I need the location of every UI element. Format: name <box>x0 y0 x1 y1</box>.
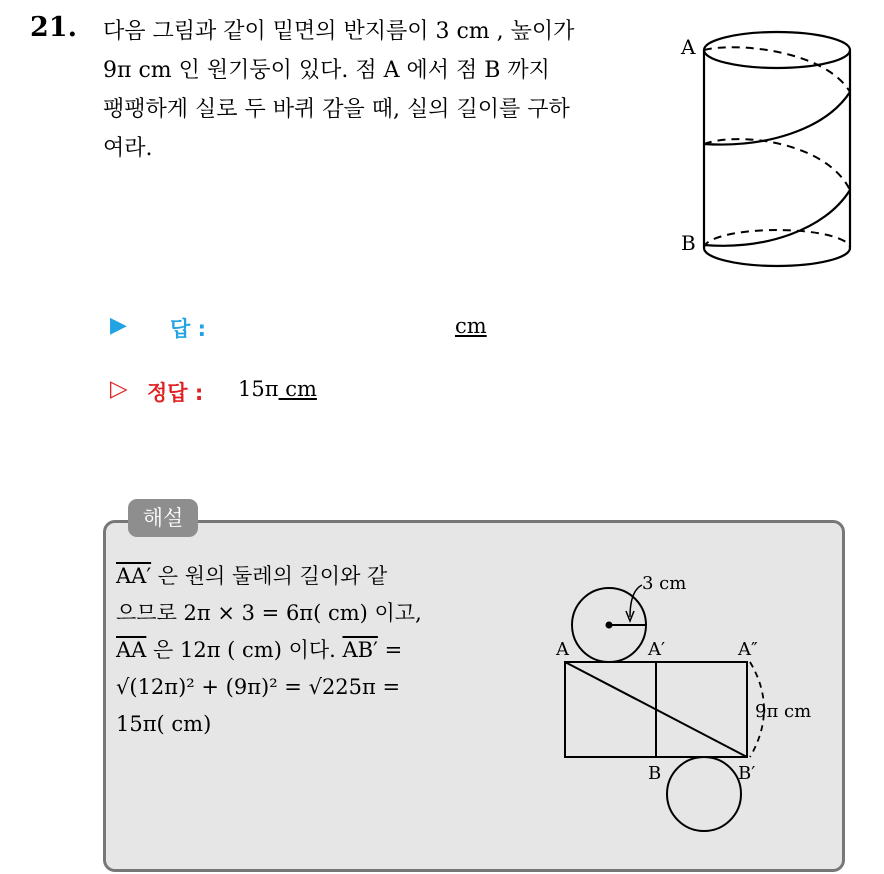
label-a-prime: A′ <box>648 639 666 660</box>
solution-line <box>116 669 526 706</box>
answer-arrow-icon: ▶ <box>110 313 127 338</box>
question-number: 21. <box>30 12 77 43</box>
cylinder-top-ellipse <box>704 32 850 68</box>
solution-text <box>116 558 526 743</box>
solution-fragment: 으므로 2π × 3 = 6π( cm) 이고, <box>116 601 422 625</box>
segment-ab-prime: AB′ <box>342 638 378 662</box>
solution-line <box>116 706 526 743</box>
question-line: 다음 그림과 같이 밑면의 반지름이 3 cm , 높이가 <box>103 19 575 44</box>
question-line: 여라. <box>103 136 153 161</box>
net-diagram <box>550 565 830 840</box>
answer-unit[interactable]: cm <box>455 314 487 338</box>
label-a: A <box>556 639 569 660</box>
bottom-base-circle <box>667 757 741 831</box>
helix-front-lower <box>704 190 850 246</box>
helix-back-upper <box>704 47 850 92</box>
segment-aa: $\overline{AA}$ <box>116 638 147 662</box>
correct-value <box>238 377 317 401</box>
radius-label: 3 cm <box>642 573 687 594</box>
question-line: 9π cm 인 원기둥이 있다. 점 A 에서 점 B 까지 <box>103 58 550 83</box>
point-a-label: A <box>681 35 696 59</box>
helix-front-upper <box>704 92 850 145</box>
correct-number: 15π <box>238 377 279 401</box>
label-a-double-prime: A″ <box>738 639 758 660</box>
height-label: 9π cm <box>755 701 812 722</box>
correct-label: 정답 : <box>147 381 204 405</box>
solution-line <box>116 595 526 632</box>
segment-aa-prime: AA′ <box>116 564 152 588</box>
label-b: B <box>648 763 662 784</box>
solution-line <box>116 632 526 669</box>
question-line: 팽팽하게 실로 두 바퀴 감을 때, 실의 길이를 구하 <box>103 97 570 122</box>
solution-fragment: 은 원의 둘레의 길이와 같 <box>151 564 388 588</box>
label-b-prime: B′ <box>738 763 756 784</box>
solution-line <box>116 558 526 595</box>
point-b-label: B <box>681 231 696 255</box>
solution-tag: 해설 <box>128 499 198 537</box>
correct-arrow-icon: ▷ <box>110 376 128 402</box>
solution-fragment: 은 12π ( cm) 이다. <box>146 638 343 662</box>
cylinder-figure <box>675 20 865 290</box>
solution-fragment: √(12π)² + (9π)² = √225π = <box>116 675 401 699</box>
question-text <box>103 12 648 168</box>
cylinder-bottom-front <box>704 248 850 266</box>
solution-fragment: = <box>377 638 403 662</box>
correct-unit: cm <box>278 377 317 401</box>
answer-label: 답 : <box>170 317 206 341</box>
solution-fragment: 15π( cm) <box>116 712 212 736</box>
